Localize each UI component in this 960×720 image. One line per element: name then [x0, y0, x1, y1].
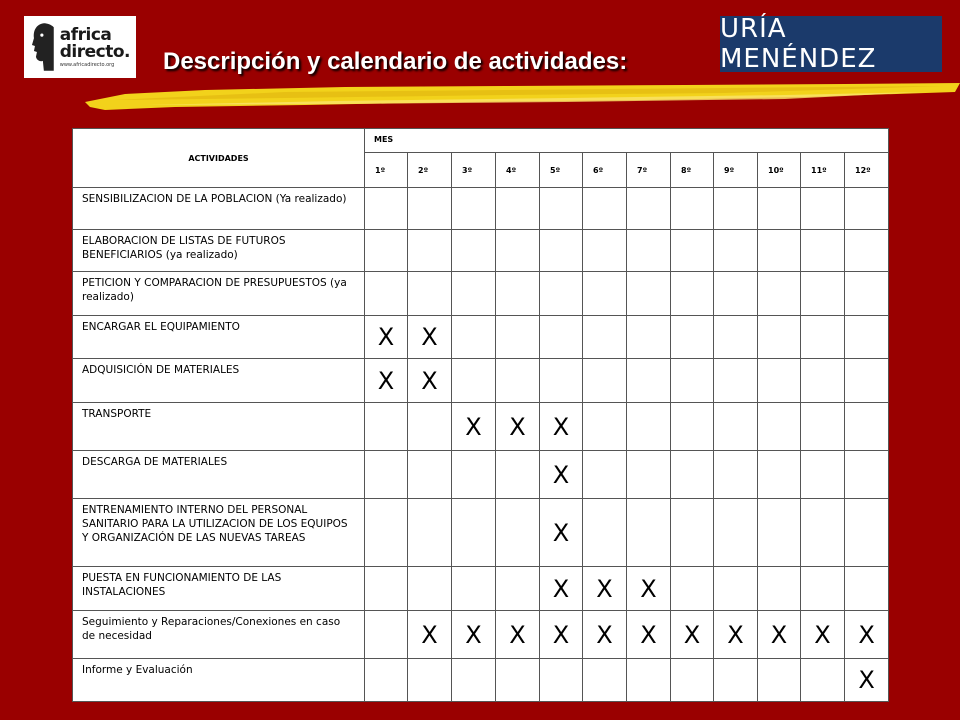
schedule-cell [714, 567, 758, 611]
month-header: 4º [496, 153, 540, 188]
schedule-cell [496, 359, 540, 403]
activity-label: SENSIBILIZACION DE LA POBLACION (Ya realizado) [73, 188, 365, 230]
schedule-cell: X [496, 611, 540, 659]
schedule-cell [845, 272, 889, 316]
schedule-cell [452, 230, 496, 272]
face-profile-icon [30, 21, 56, 73]
schedule-cell [758, 230, 801, 272]
schedule-cell: X [408, 611, 452, 659]
schedule-cell: X [540, 403, 583, 451]
page-title: Descripción y calendario de actividades: [163, 48, 628, 75]
schedule-cell [408, 403, 452, 451]
schedule-cell [365, 272, 408, 316]
schedule-cell: X [408, 316, 452, 359]
activity-label: ENTRENAMIENTO INTERNO DEL PERSONAL SANITARIO PARA LA UTILIZACION DE LOS EQUIPOS Y ORGANIZACIÓN DE LAS NUEVAS TAREAS [73, 499, 365, 567]
month-header: 2º [408, 153, 452, 188]
schedule-cell: X [845, 659, 889, 702]
activity-label: ELABORACION DE LISTAS DE FUTUROS BENEFICIARIOS (ya realizado) [73, 230, 365, 272]
month-header: 9º [714, 153, 758, 188]
schedule-cell [408, 499, 452, 567]
schedule-cell: X [583, 611, 627, 659]
schedule-cell [627, 359, 671, 403]
schedule-cell [801, 403, 845, 451]
schedule-cell [758, 451, 801, 499]
table-row [73, 230, 889, 272]
schedule-cell [452, 451, 496, 499]
schedule-cell [627, 188, 671, 230]
schedule-cell [496, 272, 540, 316]
schedule-cell: X [758, 611, 801, 659]
schedule-cell [408, 567, 452, 611]
month-header: 3º [452, 153, 496, 188]
month-header: 12º [845, 153, 889, 188]
schedule-cell [496, 230, 540, 272]
schedule-cell [671, 316, 714, 359]
schedule-cell: X [627, 567, 671, 611]
schedule-cell [408, 230, 452, 272]
table-row [73, 316, 889, 359]
schedule-cell [365, 659, 408, 702]
schedule-cell: X [540, 451, 583, 499]
schedule-cell [714, 272, 758, 316]
schedule-cell [408, 272, 452, 316]
schedule-cell [671, 451, 714, 499]
schedule-cell [540, 659, 583, 702]
activities-header: ACTIVIDADES [73, 129, 365, 188]
schedule-cell [496, 567, 540, 611]
schedule-cell [365, 188, 408, 230]
schedule-cell [845, 188, 889, 230]
schedule-cell [627, 659, 671, 702]
schedule-cell [627, 272, 671, 316]
schedule-cell [540, 230, 583, 272]
uria-menendez-logo [720, 16, 942, 72]
schedule-cell: X [496, 403, 540, 451]
schedule-cell [365, 611, 408, 659]
schedule-cell [801, 451, 845, 499]
schedule-cell [801, 659, 845, 702]
schedule-cell [452, 499, 496, 567]
schedule-cell [801, 499, 845, 567]
schedule-cell [758, 659, 801, 702]
table-row [73, 611, 889, 659]
schedule-cell [365, 567, 408, 611]
schedule-cell [714, 230, 758, 272]
schedule-cell [365, 499, 408, 567]
schedule-cell [452, 188, 496, 230]
activities-table [72, 128, 889, 702]
schedule-cell [540, 359, 583, 403]
schedule-cell: X [671, 611, 714, 659]
schedule-cell [671, 403, 714, 451]
schedule-cell: X [714, 611, 758, 659]
schedule-cell [583, 316, 627, 359]
schedule-cell: X [365, 359, 408, 403]
activity-label: ADQUISICIÓN DE MATERIALES [73, 359, 365, 403]
schedule-cell [496, 316, 540, 359]
table-row [73, 567, 889, 611]
schedule-cell [408, 451, 452, 499]
schedule-cell [627, 403, 671, 451]
schedule-cell [801, 316, 845, 359]
schedule-cell [583, 188, 627, 230]
schedule-cell [845, 451, 889, 499]
schedule-cell [671, 188, 714, 230]
schedule-cell [714, 499, 758, 567]
month-header: 5º [540, 153, 583, 188]
logo-left-url: www.africadirecto.org [59, 61, 115, 68]
schedule-cell [496, 499, 540, 567]
schedule-cell [671, 359, 714, 403]
schedule-cell [714, 188, 758, 230]
schedule-cell [758, 272, 801, 316]
africa-directo-logo [24, 16, 136, 78]
schedule-cell [627, 316, 671, 359]
activities-calendar [72, 128, 888, 702]
month-header: 7º [627, 153, 671, 188]
activity-label: DESCARGA DE MATERIALES [73, 451, 365, 499]
schedule-cell [583, 451, 627, 499]
month-group-header: MES [365, 129, 889, 153]
schedule-cell: X [540, 611, 583, 659]
activity-label: TRANSPORTE [73, 403, 365, 451]
schedule-cell [671, 499, 714, 567]
schedule-cell [452, 567, 496, 611]
schedule-cell [408, 188, 452, 230]
schedule-cell: X [540, 499, 583, 567]
schedule-cell [671, 567, 714, 611]
schedule-cell [671, 230, 714, 272]
schedule-cell [758, 316, 801, 359]
schedule-cell [452, 272, 496, 316]
month-header: 8º [671, 153, 714, 188]
activity-label: Seguimiento y Reparaciones/Conexiones en caso de necesidad [73, 611, 365, 659]
schedule-cell [365, 403, 408, 451]
schedule-cell [627, 499, 671, 567]
schedule-cell [365, 230, 408, 272]
schedule-cell [496, 659, 540, 702]
brush-stroke-decoration [85, 80, 960, 112]
month-header: 11º [801, 153, 845, 188]
schedule-cell: X [408, 359, 452, 403]
schedule-cell [452, 316, 496, 359]
schedule-cell [845, 567, 889, 611]
schedule-cell [801, 188, 845, 230]
schedule-cell [714, 659, 758, 702]
schedule-cell: X [540, 567, 583, 611]
activity-label: ENCARGAR EL EQUIPAMIENTO [73, 316, 365, 359]
logo-left-line2: directo. [59, 41, 130, 62]
schedule-cell [671, 659, 714, 702]
schedule-cell [714, 316, 758, 359]
schedule-cell [496, 451, 540, 499]
schedule-cell: X [845, 611, 889, 659]
schedule-cell: X [365, 316, 408, 359]
schedule-cell: X [627, 611, 671, 659]
schedule-cell [452, 659, 496, 702]
schedule-cell [583, 230, 627, 272]
schedule-cell [540, 188, 583, 230]
schedule-cell [496, 188, 540, 230]
schedule-cell [714, 451, 758, 499]
schedule-cell [758, 567, 801, 611]
logo-right-text: URÍA MENÉNDEZ [720, 14, 877, 74]
table-row [73, 272, 889, 316]
schedule-cell [845, 359, 889, 403]
month-header: 6º [583, 153, 627, 188]
schedule-cell [758, 403, 801, 451]
schedule-cell [714, 403, 758, 451]
schedule-cell [583, 359, 627, 403]
schedule-cell [801, 567, 845, 611]
schedule-cell: X [452, 403, 496, 451]
month-header: 10º [758, 153, 801, 188]
schedule-cell: X [452, 611, 496, 659]
schedule-cell [627, 451, 671, 499]
schedule-cell [627, 230, 671, 272]
activity-label: PETICION Y COMPARACION DE PRESUPUESTOS (ya realizado) [73, 272, 365, 316]
schedule-cell [583, 272, 627, 316]
table-row [73, 499, 889, 567]
schedule-cell [408, 659, 452, 702]
schedule-cell [845, 403, 889, 451]
schedule-cell [758, 188, 801, 230]
logo-left-line1: africa [59, 24, 112, 45]
table-row [73, 403, 889, 451]
schedule-cell [758, 359, 801, 403]
schedule-cell [583, 499, 627, 567]
activity-label: PUESTA EN FUNCIONAMIENTO DE LAS INSTALACIONES [73, 567, 365, 611]
schedule-cell [452, 359, 496, 403]
table-row [73, 188, 889, 230]
schedule-cell [583, 403, 627, 451]
schedule-cell [845, 499, 889, 567]
month-header: 1º [365, 153, 408, 188]
schedule-cell [801, 272, 845, 316]
schedule-cell [540, 272, 583, 316]
table-row [73, 451, 889, 499]
schedule-cell [801, 230, 845, 272]
schedule-cell [845, 316, 889, 359]
table-row [73, 659, 889, 702]
schedule-cell [758, 499, 801, 567]
schedule-cell [365, 451, 408, 499]
schedule-cell [801, 359, 845, 403]
schedule-cell [540, 316, 583, 359]
table-row [73, 359, 889, 403]
schedule-cell [714, 359, 758, 403]
activity-label: Informe y Evaluación [73, 659, 365, 702]
schedule-cell [845, 230, 889, 272]
schedule-cell [583, 659, 627, 702]
schedule-cell: X [583, 567, 627, 611]
schedule-cell: X [801, 611, 845, 659]
schedule-cell [671, 272, 714, 316]
